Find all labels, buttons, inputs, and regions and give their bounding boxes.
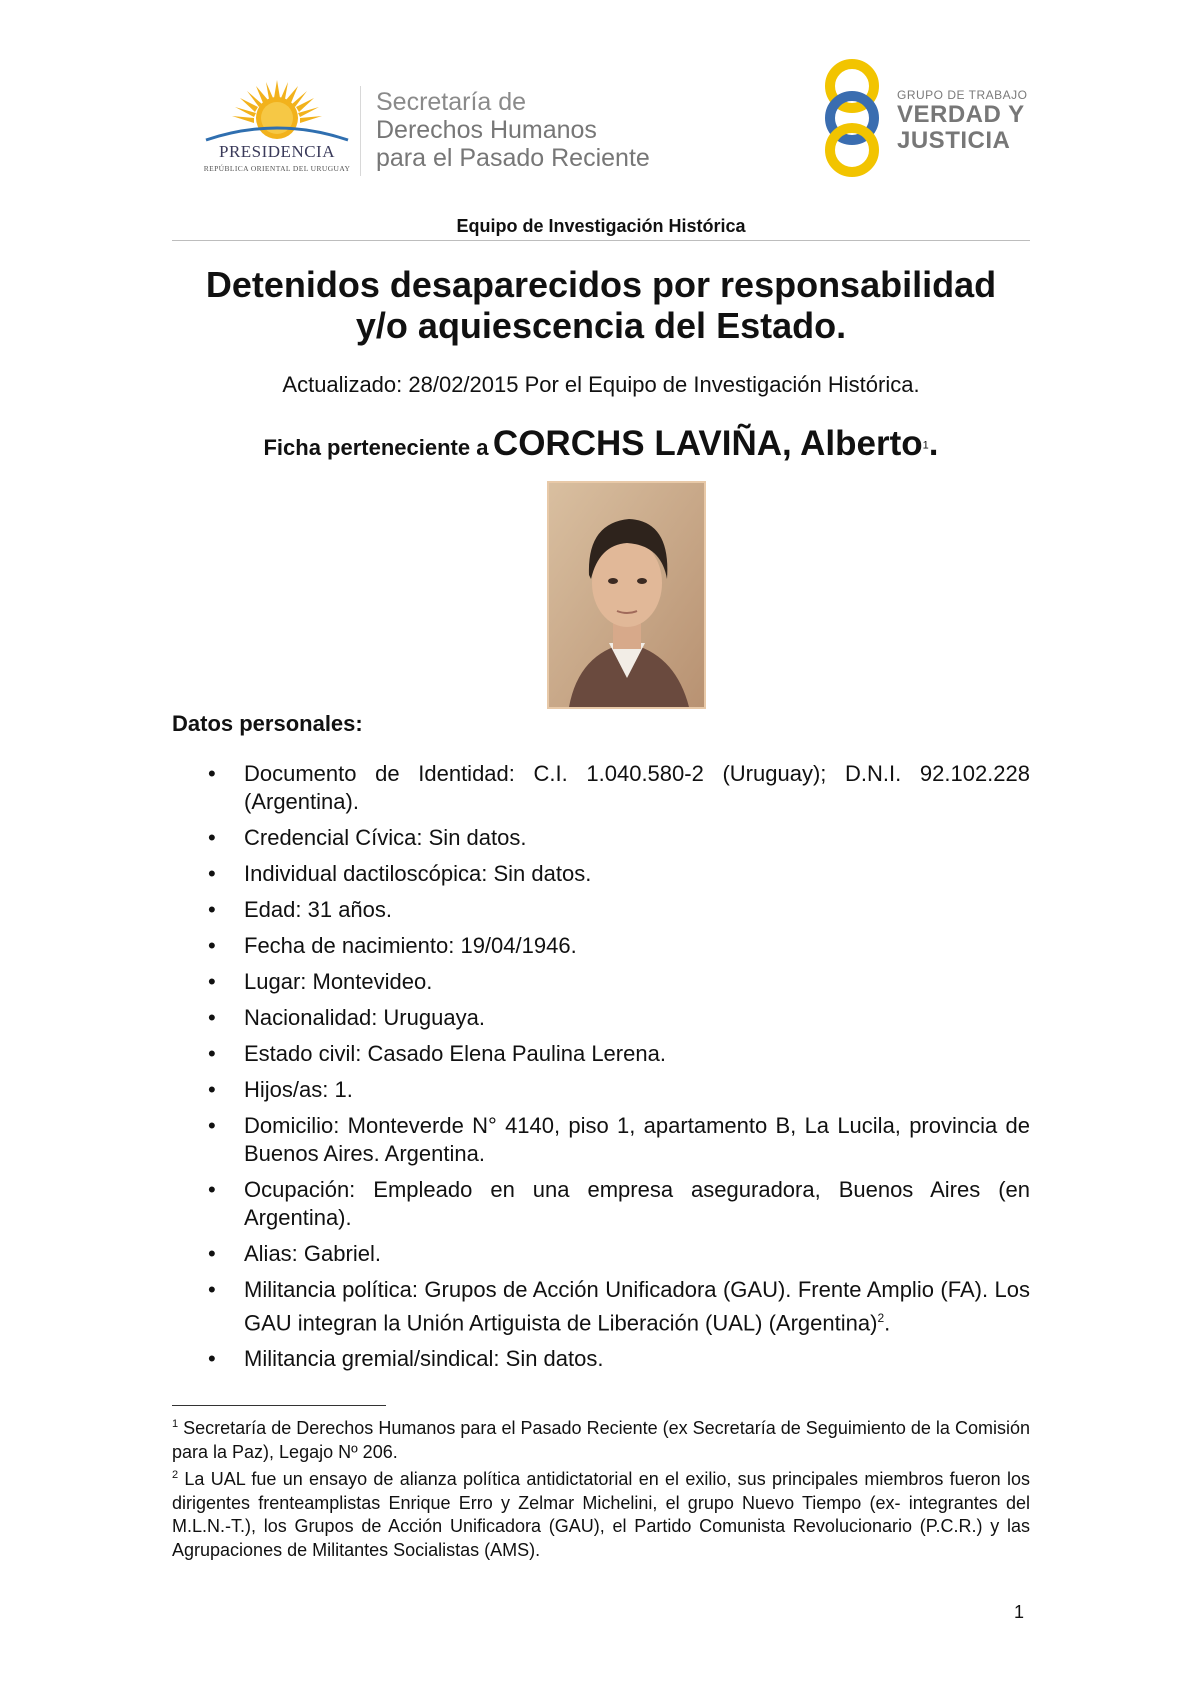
bullet-icon: • [208, 1177, 216, 1202]
secretaria-line-1: Secretaría de [376, 88, 527, 116]
person-name: CORCHS LAVIÑA, Alberto [492, 424, 923, 463]
bullet-icon: • [208, 1077, 216, 1102]
secretaria-line-3: para el Pasado Reciente [376, 144, 650, 172]
list-item: • Ocupación: Empleado en una empresa aseguradora, Buenos Aires (en Argentina). [208, 1177, 1030, 1230]
bullet-icon: • [208, 761, 216, 786]
section-heading-datos-personales: Datos personales: [172, 711, 363, 736]
presidencia-wordmark: PRESIDENCIA [218, 142, 335, 161]
bullet-icon: • [208, 1005, 216, 1030]
bullet-icon: • [208, 1346, 216, 1372]
bullet-icon: • [208, 933, 216, 958]
list-item: • Edad: 31 años. [208, 897, 393, 922]
bullet-icon: • [208, 825, 216, 850]
list-item: • Credencial Cívica: Sin datos. [208, 825, 527, 850]
footnote-number: 1 [172, 1418, 179, 1430]
footnote-ref-2: 2 [877, 1311, 885, 1325]
person-portrait-icon [549, 483, 704, 707]
list-item: • Alias: Gabriel. [208, 1241, 381, 1266]
list-item: • Documento de Identidad: C.I. 1.040.580-2 (Uruguay); D.N.I. 92.102.228 (Argentina). [208, 761, 1030, 814]
grupo-trabajo-wordmark [897, 88, 1027, 154]
ficha-heading [172, 424, 1030, 464]
bullet-icon: • [208, 1113, 216, 1138]
list-item: • Estado civil: Casado Elena Paulina Lerena. [208, 1041, 666, 1066]
footnote-ref-1: 1 [922, 439, 929, 452]
justicia-label: JUSTICIA [897, 127, 1011, 154]
footnotes [172, 1413, 1030, 1562]
footnote-2: $^2$ La UAL fue un ensayo de alianza política antidictatorial en el exilio, sus principales miembros fueron los dirigentes frenteamplistas Enrique Erro y Zelmar Michelini, el grupo Nuevo Tiempo (ex- integrantes del M.L.N.-T.), los Grupos de Acción Unificadora (GAU), el Partido Comunista Revolucionario (P.C.R.) y las Agrupaciones de Militantes Socialistas (AMS). [172, 1469, 1030, 1560]
secretaria-wordmark [376, 88, 650, 172]
presidencia-logo [196, 78, 358, 182]
bullet-icon: • [208, 861, 216, 886]
footnote-1: $^1$ Secretaría de Derechos Humanos para el Pasado Reciente (ex Secretaría de Seguimiento de la Comisión para la Paz), Legajo Nº 206. [172, 1418, 1030, 1462]
verdad-y-label: VERDAD Y [897, 101, 1025, 128]
personal-data-list [172, 760, 1030, 1381]
list-item: • Individual dactiloscópica: Sin datos. [208, 861, 592, 886]
document-title [172, 264, 1030, 346]
logo-divider [360, 86, 361, 176]
portrait-photo [547, 481, 706, 709]
presidencia-subtitle: REPÚBLICA ORIENTAL DEL URUGUAY [203, 164, 351, 173]
secretaria-line-2: Derechos Humanos [376, 116, 597, 144]
bullet-icon: • [208, 897, 216, 922]
list-item: • Lugar: Montevideo. [208, 969, 433, 994]
list-item: • Nacionalidad: Uruguaya. [208, 1005, 485, 1030]
list-item: • Domicilio: Monteverde N° 4140, piso 1, apartamento B, La Lucila, provincia de Buenos Aires. Argentina. [208, 1113, 1030, 1166]
bullet-icon: • [208, 969, 216, 994]
ficha-period: . [928, 424, 939, 463]
page-number: 1 [1014, 1602, 1025, 1622]
updated-line: Actualizado: 28/02/2015 Por el Equipo de Investigación Histórica. [282, 372, 920, 397]
bullet-icon: • [208, 1041, 216, 1066]
footnote-number: 2 [172, 1469, 179, 1481]
header-rule [172, 240, 1030, 241]
title-line-2: y/o aquiescencia del Estado. [355, 305, 847, 346]
list-item: • Fecha de nacimiento: 19/04/1946. [208, 933, 577, 958]
grupo-trabajo-small: GRUPO DE TRABAJO [897, 88, 1028, 102]
list-item: • Hijos/as: 1. [208, 1077, 353, 1102]
title-line-1: Detenidos desaparecidos por responsabilidad [205, 264, 997, 305]
list-item: • Militancia política: Grupos de Acción Unificadora (GAU). Frente Amplio (FA). Los GAU integran la Unión Artiguista de Liberación (UAL) (Argentina)$^2$. [208, 1277, 1030, 1336]
team-heading: Equipo de Investigación Histórica [456, 216, 746, 236]
bullet-icon: • [208, 1277, 216, 1302]
ficha-lead: Ficha perteneciente a [263, 435, 489, 460]
bullet-icon: • [208, 1241, 216, 1266]
list-item: • Militancia gremial/sindical: Sin datos. [208, 1346, 604, 1372]
footnote-separator [172, 1405, 386, 1406]
